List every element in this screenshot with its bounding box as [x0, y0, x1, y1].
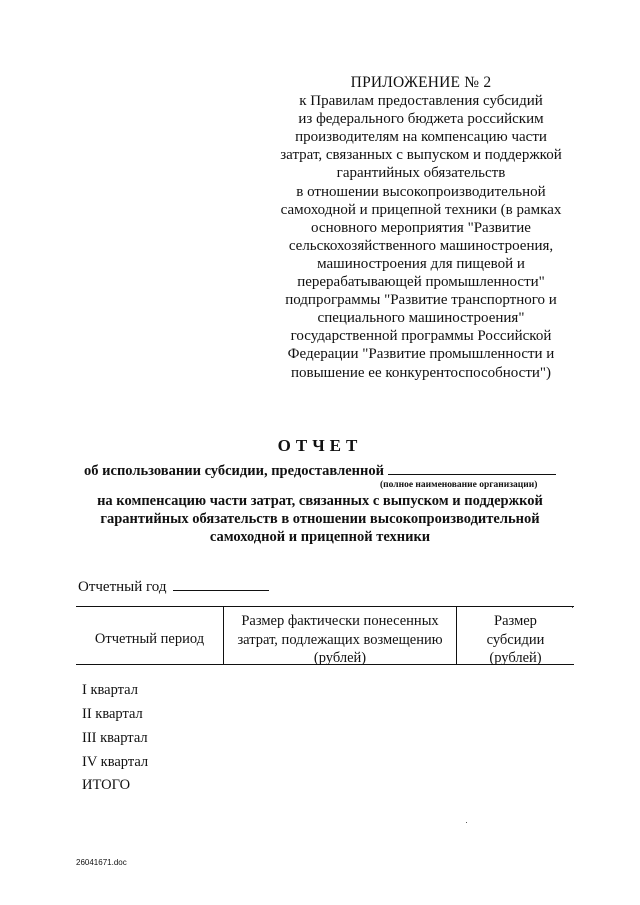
report-subtitle-text: об использовании субсидии, предоставленной [84, 463, 384, 479]
report-subtitle-line-2: на компенсацию части затрат, связанных с выпуском и поддержкой [97, 493, 543, 509]
appendix-title: ПРИЛОЖЕНИЕ № 2 [350, 74, 492, 91]
reporting-year-label: Отчетный год [78, 579, 167, 595]
report-subtitle-line-3: гарантийных обязательств в отношении высокопроизводительной [100, 511, 540, 527]
appendix-block [256, 74, 586, 382]
header-line: субсидии [486, 631, 545, 648]
table-row-label: I квартал [82, 682, 138, 698]
reporting-year-fill-line [173, 578, 269, 591]
appendix-line: перерабатывающей промышленности" [297, 274, 545, 291]
table-header-subsidy [457, 612, 574, 668]
appendix-line: к Правилам предоставления субсидий [299, 93, 543, 110]
appendix-line: основного мероприятия "Развитие [311, 219, 531, 236]
report-subtitle-line-4: самоходной и прицепной техники [209, 529, 431, 545]
scan-speck [466, 822, 467, 823]
appendix-line: специального машиностроения" [317, 310, 525, 327]
header-line: (рублей) [313, 650, 367, 666]
appendix-line: затрат, связанных с выпуском и поддержкой [280, 147, 562, 164]
appendix-line: из федерального бюджета российским [298, 111, 544, 128]
table-row-label: II квартал [82, 706, 143, 722]
reporting-year-row [78, 578, 269, 596]
table-top-border [76, 606, 574, 607]
appendix-line: самоходной и прицепной техники (в рамках [280, 201, 562, 218]
table-row-total-label: ИТОГО [82, 777, 131, 793]
appendix-line: Федерации "Развитие промышленности и [287, 346, 555, 363]
appendix-line: гарантийных обязательств [336, 165, 506, 182]
appendix-line: государственной программы Российской [290, 328, 552, 345]
organization-fill-line [388, 462, 556, 475]
header-line: Размер фактически понесенных [241, 613, 439, 629]
report-subtitle-line-1 [0, 462, 640, 480]
appendix-line: подпрограммы "Развитие транспортного и [285, 292, 557, 309]
header-line: (рублей) [489, 650, 542, 666]
appendix-line: повышение ее конкурентоспособности") [290, 364, 552, 381]
document-id: 26041671.doc [76, 858, 127, 867]
table-row-label: III квартал [82, 730, 148, 746]
appendix-line: машиностроения для пищевой и [317, 255, 525, 272]
scan-speck [572, 607, 573, 608]
appendix-line: производителям на компенсацию части [295, 129, 547, 146]
organization-hint: (полное наименование организации) [380, 480, 538, 490]
table-row-label: IV квартал [82, 754, 149, 770]
header-line: Отчетный период [94, 631, 205, 647]
appendix-line: в отношении высокопроизводительной [296, 183, 546, 200]
report-title: ОТЧЕТ [277, 436, 363, 455]
appendix-line: сельскохозяйственного машиностроения, [288, 237, 554, 254]
table-header-period [76, 630, 223, 649]
header-line: затрат, подлежащих возмещению [237, 631, 443, 648]
table-header-costs [224, 612, 456, 668]
header-line: Размер [494, 613, 537, 629]
